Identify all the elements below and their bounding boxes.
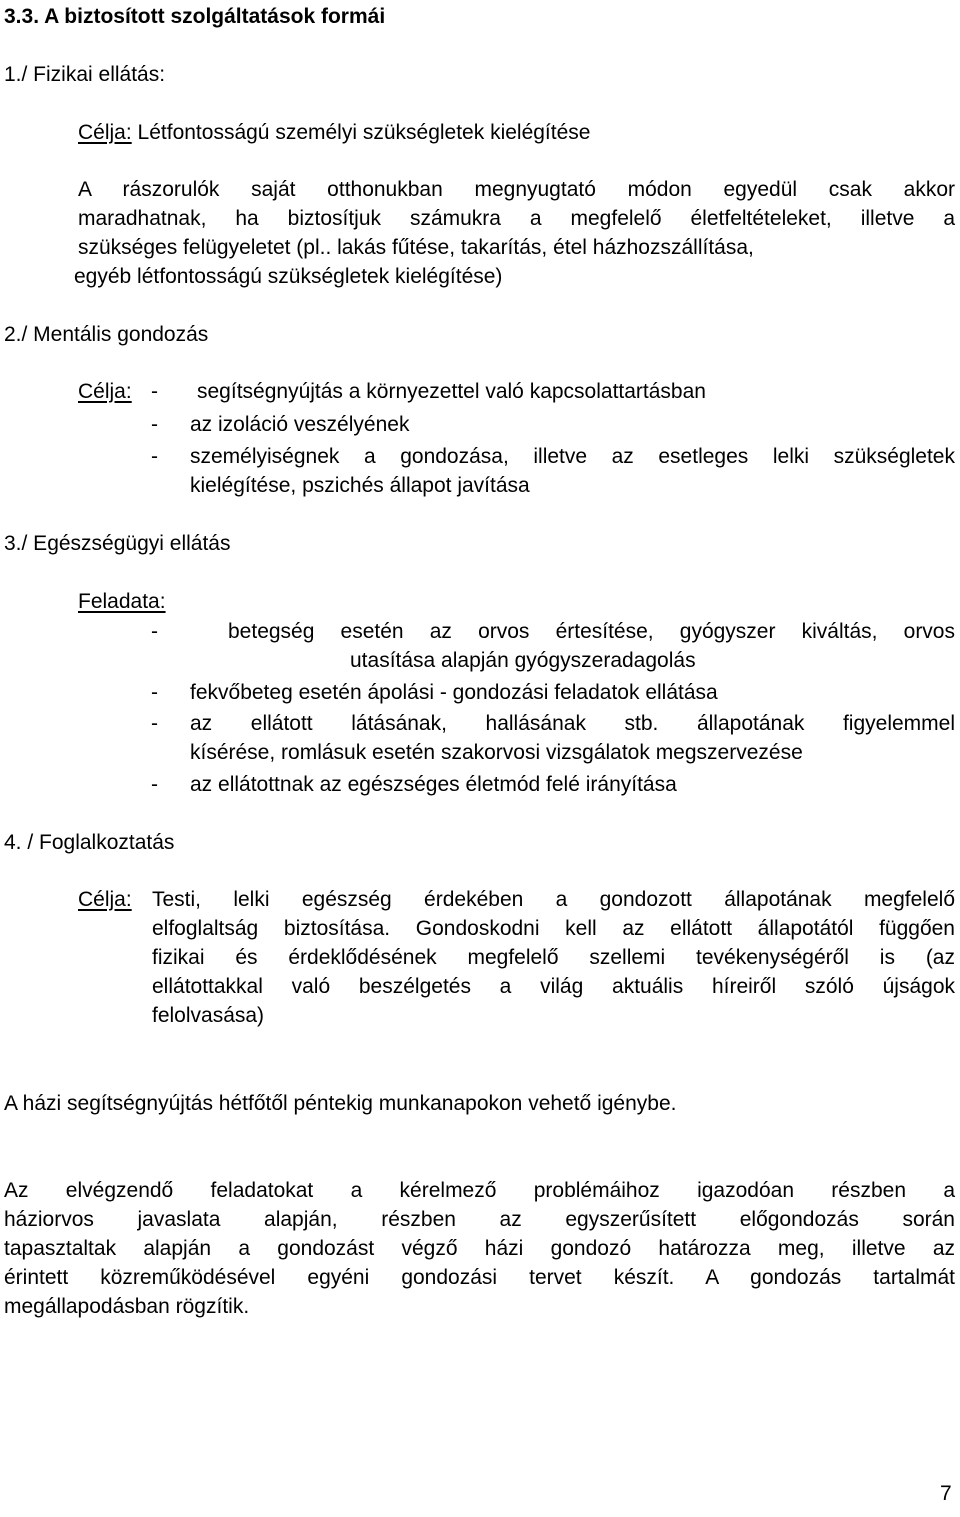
section-1-heading: 1./ Fizikai ellátás: — [4, 63, 166, 86]
section-1-para-line: egyéb létfontosságú szükségletek kielégítése) — [74, 265, 503, 288]
section-4-line: felolvasása) — [152, 1004, 265, 1027]
goal-label: Célja: — [78, 121, 132, 144]
section-1-para-line: szükséges felügyeletet (pl.. lakás fűtése, takarítás, étel házhozszállítása, — [78, 236, 754, 259]
list-dash: - — [151, 620, 158, 643]
list-dash: - — [151, 681, 158, 704]
section-1-goal — [78, 118, 590, 147]
list-item: segítségnyújtás a környezettel való kapcsolattartásban — [197, 380, 706, 403]
section-3-heading: 3./ Egészségügyi ellátás — [4, 532, 231, 555]
list-dash: - — [151, 413, 158, 436]
list-dash: - — [151, 380, 158, 403]
list-item-continuation: kísérése, romlásuk esetén szakorvosi vizsgálatok megszervezése — [190, 741, 803, 764]
list-item-continuation: kielégítése, pszichés állapot javítása — [190, 474, 530, 497]
task-label: Feladata: — [78, 590, 166, 613]
list-item: az ellátottnak az egészséges életmód felé irányítása — [190, 773, 677, 796]
list-dash: - — [151, 445, 158, 468]
section-title: 3.3. A biztosított szolgáltatások formái — [4, 5, 386, 28]
list-dash: - — [151, 712, 158, 735]
closing-line: érintett közreműködésével egyéni gondozási tervet készít. A gondozás tartalmát — [4, 1266, 955, 1289]
closing-line: tapasztaltak alapján a gondozást végző házi gondozó határozza meg, illetve az — [4, 1237, 955, 1260]
page-number: 7 — [940, 1482, 952, 1505]
list-item: az izoláció veszélyének — [190, 413, 410, 436]
list-item: betegség esetén az orvos értesítése, gyógyszer kiváltás, orvos — [228, 620, 955, 643]
section-4-line: fizikai és érdeklődésének megfelelő szellemi tevékenységéről is (az — [152, 946, 955, 969]
goal-label: Célja: — [78, 888, 132, 911]
list-item: az ellátott látásának, hallásának stb. állapotának figyelemmel — [190, 712, 955, 735]
closing-line: Az elvégzendő feladatokat a kérelmező problémáihoz igazodóan részben a — [4, 1179, 955, 1202]
goal-text: Létfontosságú személyi szükségletek kielégítése — [137, 121, 591, 144]
section-2-heading: 2./ Mentális gondozás — [4, 323, 209, 346]
list-dash: - — [151, 773, 158, 796]
closing-line: háziorvos javaslata alapján, részben az egyszerűsített előgondozás során — [4, 1208, 955, 1231]
goal-label: Célja: — [78, 380, 132, 403]
section-1-para-line: A rászorulók saját otthonukban megnyugtató módon egyedül csak akkor — [78, 178, 955, 201]
section-4-line: elfoglaltság biztosítása. Gondoskodni kell az ellátott állapotától függően — [152, 917, 955, 940]
section-4-heading: 4. / Foglalkoztatás — [4, 831, 175, 854]
list-item: személyiségnek a gondozása, illetve az esetleges lelki szükségletek — [190, 445, 955, 468]
list-item: fekvőbeteg esetén ápolási - gondozási feladatok ellátása — [190, 681, 718, 704]
section-4-line: ellátottakkal való beszélgetés a világ aktuális híreiről szóló újságok — [152, 975, 955, 998]
service-hours-text: A házi segítségnyújtás hétfőtől péntekig munkanapokon vehető igénybe. — [4, 1092, 677, 1115]
list-item-continuation: utasítása alapján gyógyszeradagolás — [350, 649, 696, 672]
section-4-line: Testi, lelki egészség érdekében a gondozott állapotának megfelelő — [152, 888, 955, 911]
section-1-para-line: maradhatnak, ha biztosítjuk számukra a megfelelő életfeltételeket, illetve a — [78, 207, 955, 230]
closing-line: megállapodásban rögzítik. — [4, 1295, 250, 1318]
